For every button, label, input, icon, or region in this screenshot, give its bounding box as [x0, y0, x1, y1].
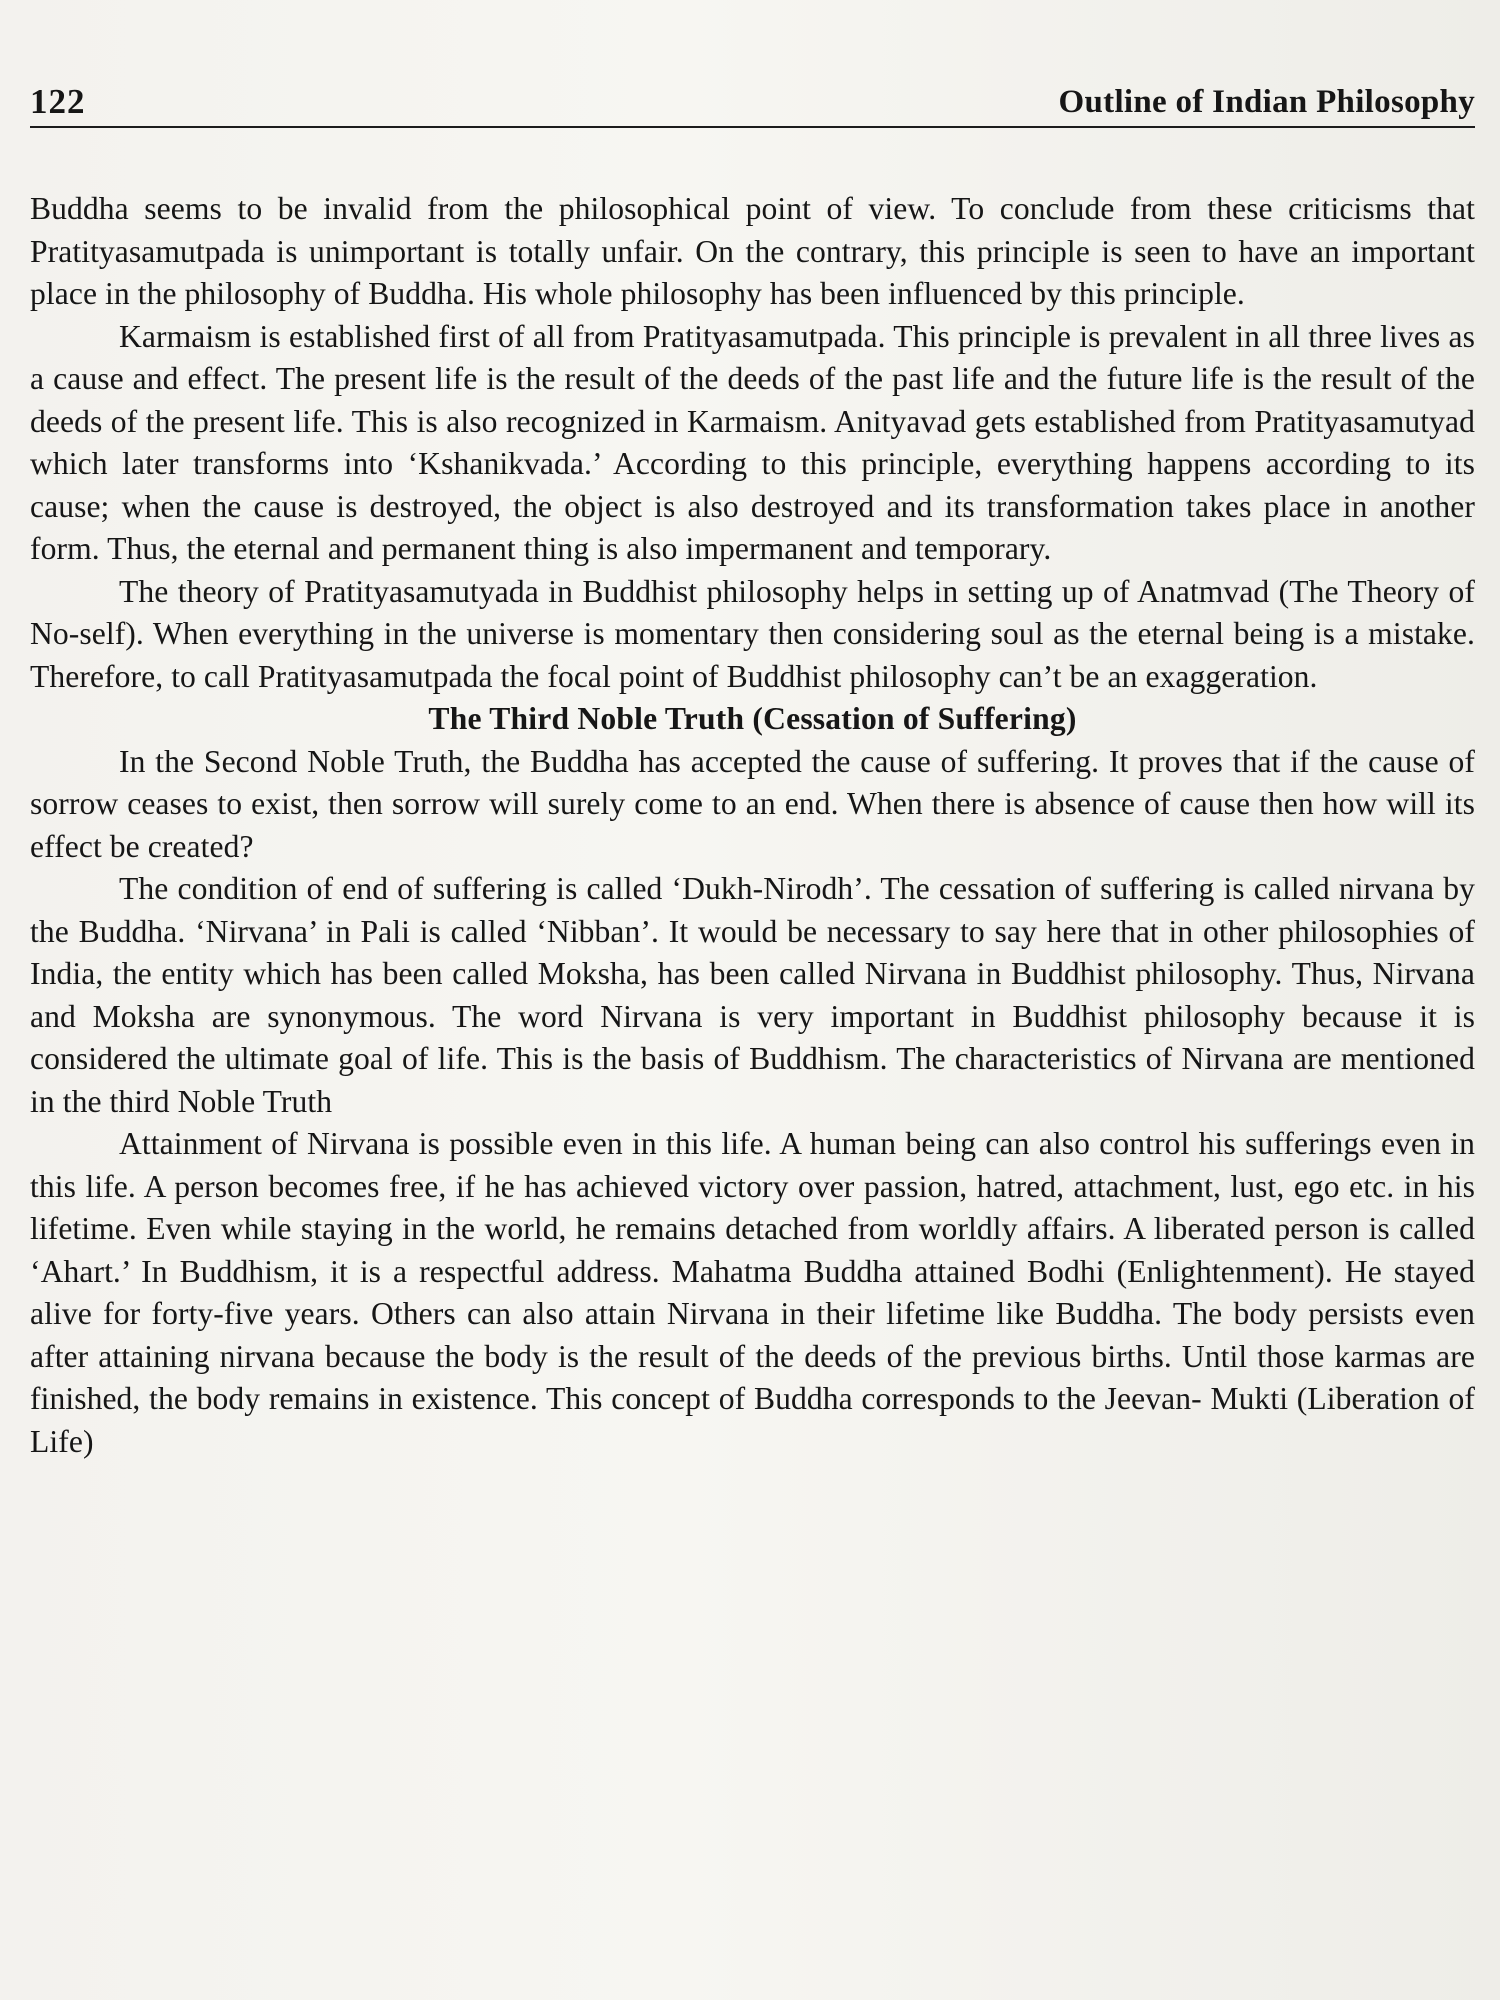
paragraph-karmaism: Karmaism is established first of all from Pratityasamutpada. This principle is prevalent in all three lives as a cause and effect. The present life is the result of the deeds of the past life and the future life is the result of the deeds of the present life. This is also recognized in Karmaism. Anityavad gets established from Pratityasamutyad which later transforms into ‘Kshanikvada.’ According to this principle, everything happens according to its cause; when the cause is destroyed, the object is also destroyed and its transformation takes place in another form. Thus, the eternal and permanent thing is also impermanent and temporary.: [30, 318, 1475, 566]
paragraph-dukh-nirodh: The condition of end of suffering is called ‘Dukh-Nirodh’. The cessation of suffering is called nirvana by the Buddha. ‘Nirvana’ in Pali is called ‘Nibban’. It would be necessary to say here that in other philosophies of India, the entity which has been called Moksha, has been called Nirvana in Buddhist philosophy. Thus, Nirvana and Moksha are synonymous. The word Nirvana is very important in Buddhist philosophy because it is considered the ultimate goal of life. This is the basis of Buddhism. The characteristics of Nirvana are mentioned in the third Noble Truth: [30, 871, 1475, 1119]
paragraph-attainment-of-nirvana: Attainment of Nirvana is possible even in this life. A human being can also control his sufferings even in this life. A person becomes free, if he has achieved victory over passion, hatred, attachment, lust, ego etc. in his lifetime. Even while staying in the world, he remains detached from worldly affairs. A liberated person is called ‘Ahart.’ In Buddhism, it is a respectful address. Mahatma Buddha attained Bodhi (Enlightenment). He stayed alive for forty-five years. Others can also attain Nirvana in their lifetime like Buddha. The body persists even after attaining nirvana because the body is the result of the deeds of the previous births. Until those karmas are finished, the body remains in existence. This concept of Buddha corresponds to the Jeevan- Mukti (Liberation of Life): [30, 1126, 1475, 1459]
paragraph-second-noble-truth: In the Second Noble Truth, the Buddha has accepted the cause of suffering. It proves that if the cause of sorrow ceases to exist, then sorrow will surely come to an end. When there is absence of cause then how will its effect be created?: [30, 743, 1475, 864]
main-text: [30, 188, 1475, 1463]
page-number: 122: [30, 82, 86, 121]
page-header: [30, 78, 1475, 128]
paragraph-anatmvad: The theory of Pratityasamutyada in Buddhist philosophy helps in setting up of Anatmvad (The Theory of No-self). When everything in the universe is momentary then considering soul as the eternal being is a mistake. Therefore, to call Pratityasamutpada the focal point of Buddhist philosophy can’t be an exaggeration.: [30, 573, 1475, 694]
running-title: Outline of Indian Philosophy: [1058, 84, 1475, 120]
paragraph-continuation: Buddha seems to be invalid from the philosophical point of view. To conclude from these criticisms that Pratityasamutpada is unimportant is totally unfair. On the contrary, this principle is seen to have an important place in the philosophy of Buddha. His whole philosophy has been influenced by this principle.: [30, 191, 1475, 311]
section-heading: The Third Noble Truth (Cessation of Suffering): [428, 701, 1077, 736]
